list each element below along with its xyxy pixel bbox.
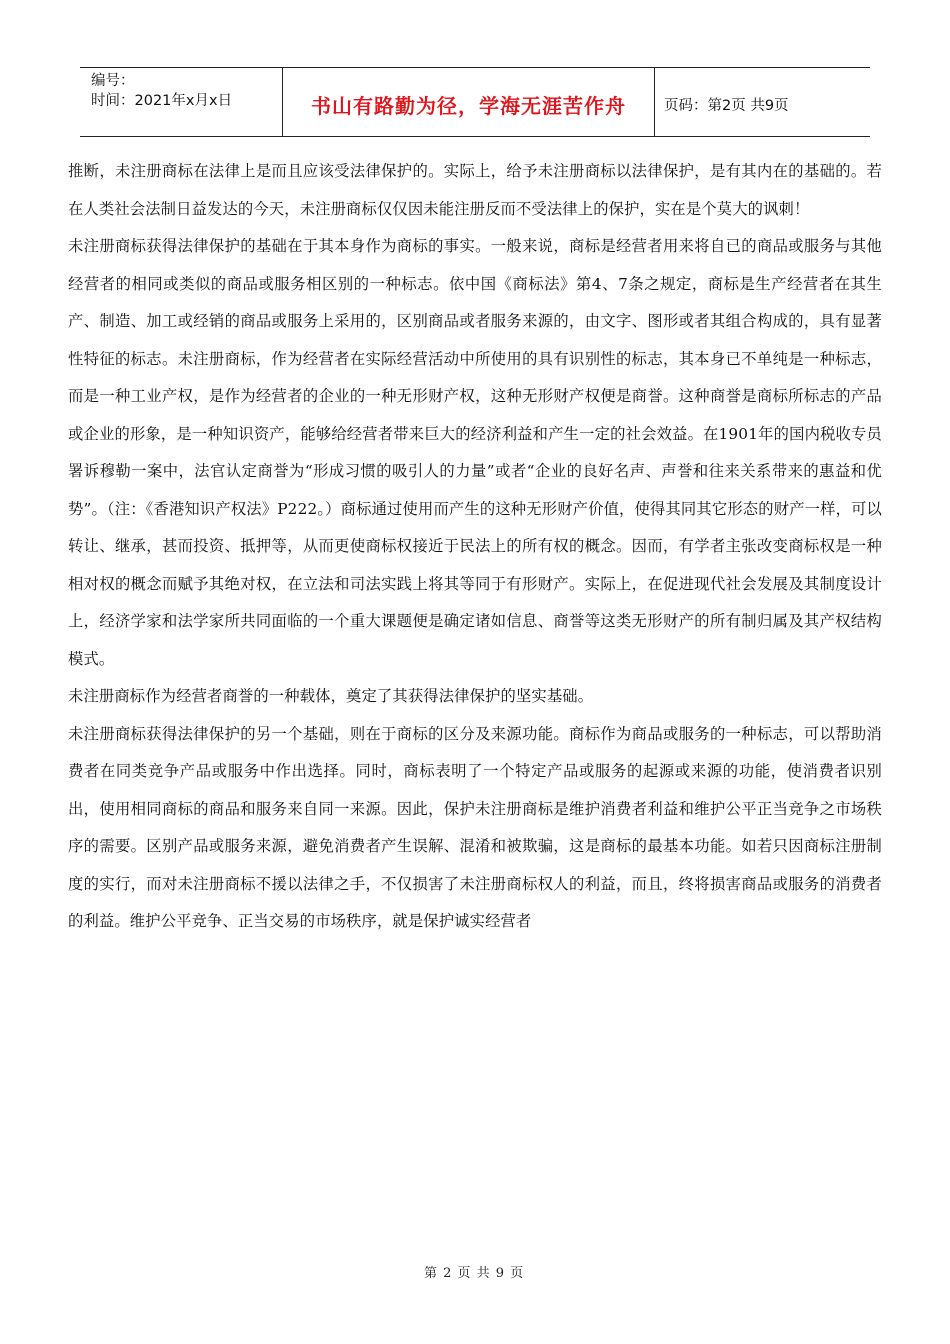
paragraph-1: 推断，未注册商标在法律上是而且应该受法律保护的。实际上，给予未注册商标以法律保护，是有其内在的基础的。若在人类社会法制日益发达的今天，未注册商标仅仅因未能注册反而不受法律上的保护，实在是个莫大的讽刺！ xyxy=(68,162,882,218)
page-number-label: 页码：第2页 共9页 xyxy=(664,97,789,114)
motto-text: 书山有路勤为径，学海无涯苦作舟 xyxy=(311,93,626,118)
paragraph-4: 未注册商标获得法律保护的另一个基础，则在于商标的区分及来源功能。商标作为商品或服务的一种标志，可以帮助消费者在同类竞争产品或服务中作出选择。同时，商标表明了一个特定产品或服务的起源或来源的功能，使消费者识别出，使用相同商标的商品和服务来自同一来源。因此，保护未注册商标是维护消费者利益和维护公平正当竞争之市场秩序的需要。区别产品或服务来源，避免消费者产生误解、混淆和被欺骗，这是商标的最基本功能。如若只因商标注册制度的实行，而对未注册商标不援以法律之手，不仅损害了未注册商标权人的利益，而且，终将损害商品或服务的消费者的利益。维护公平竞争、正当交易的市场秩序，就是保护诚实经营者 xyxy=(68,724,882,930)
date-label: 时间：2021年x月x日 xyxy=(91,93,233,109)
header-left-cell xyxy=(80,68,282,136)
document-body xyxy=(68,153,882,941)
header-center-cell xyxy=(282,68,655,136)
paragraph-2: 未注册商标获得法律保护的基础在于其本身作为商标的事实。一般来说，商标是经营者用来将自已的商品或服务与其他经营者的相同或类似的商品或服务相区别的一种标志。依中国《商标法》第4、7条之规定，商标是生产经营者在其生产、制造、加工或经销的商品或服务上采用的，区别商品或者服务来源的，由文字、图形或者其组合构成的，具有显著性特征的标志。未注册商标，作为经营者在实际经营活动中所使用的具有识别性的标志，其本身已不单纯是一种标志，而是一种工业产权，是作为经营者的企业的一种无形财产权，这种无形财产权便是商誉。这种商誉是商标所标志的产品或企业的形象，是一种知识资产，能够给经营者带来巨大的经济利益和产生一定的社会效益。在1901年的国内税收专员署诉穆勒一案中，法官认定商誉为“形成习惯的吸引人的力量”或者“企业的良好名声、声誉和往来关系带来的惠益和优势”。（注：《香港知识产权法》P222。）商标通过使用而产生的这种无形财产价值，使得其同其它形态的财产一样，可以转让、继承，甚而投资、抵押等，从而更使商标权接近于民法上的所有权的概念。因而，有学者主张改变商标权是一种相对权的概念而赋予其绝对权，在立法和司法实践上将其等同于有形财产。实际上，在促进现代社会发展及其制度设计上，经济学家和法学家所共同面临的一个重大课题便是确定诸如信息、商誉等这类无形财产的所有制归属及其产权结构模式。 xyxy=(68,237,882,668)
page-footer: 第 2 页 共 9 页 xyxy=(424,1266,525,1281)
header-right-cell xyxy=(655,68,870,136)
paragraph-3: 未注册商标作为经营者商誉的一种载体，奠定了其获得法律保护的坚实基础。 xyxy=(68,687,594,705)
header-table xyxy=(80,67,870,137)
serial-number-label: 编号： xyxy=(91,73,135,89)
